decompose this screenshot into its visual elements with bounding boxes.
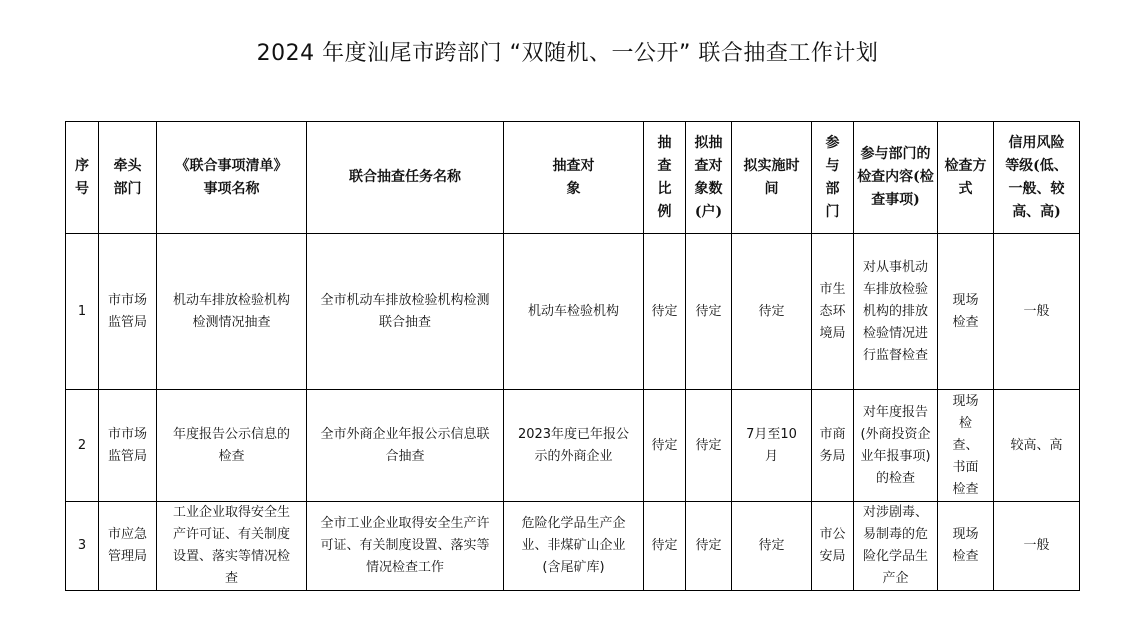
cell-lead-dept: 市应急管理局	[99, 502, 157, 591]
cell-lead-dept: 市市场监管局	[99, 234, 157, 390]
cell-count: 待定	[686, 502, 732, 591]
cell-item-name: 年度报告公示信息的检查	[157, 390, 307, 502]
header-time: 拟实施时间	[732, 122, 812, 234]
document-title: 2024 年度汕尾市跨部门 “双随机、一公开” 联合抽查工作计划	[256, 41, 879, 66]
cell-method: 现场检查	[938, 234, 994, 390]
cell-risk: 一般	[994, 502, 1080, 591]
header-partner: 参与部门	[812, 122, 854, 234]
cell-partner: 市生态环境局	[812, 234, 854, 390]
cell-method: 现场检查、书面检查	[938, 390, 994, 502]
joint-inspection-plan-table	[65, 121, 1080, 591]
cell-ratio: 待定	[644, 234, 686, 390]
cell-target: 危险化学品生产企业、非煤矿山企业(含尾矿库)	[504, 502, 644, 591]
header-method: 检查方式	[938, 122, 994, 234]
cell-task-name: 全市工业企业取得安全生产许可证、有关制度设置、落实等情况检查工作	[307, 502, 504, 591]
cell-partner: 市公安局	[812, 502, 854, 591]
cell-count: 待定	[686, 390, 732, 502]
table-row	[66, 234, 1080, 390]
cell-method: 现场检查	[938, 502, 994, 591]
cell-lead-dept: 市市场监管局	[99, 390, 157, 502]
cell-content: 对从事机动车排放检验机构的排放检验情况进行监督检查	[854, 234, 938, 390]
cell-partner: 市商务局	[812, 390, 854, 502]
cell-risk: 一般	[994, 234, 1080, 390]
header-ratio: 抽查比例	[644, 122, 686, 234]
cell-task-name: 全市机动车排放检验机构检测联合抽查	[307, 234, 504, 390]
cell-item-name: 机动车排放检验机构检测情况抽查	[157, 234, 307, 390]
cell-seq: 3	[66, 502, 99, 591]
cell-content: 对年度报告(外商投资企业年报事项)的检查	[854, 390, 938, 502]
cell-target: 2023年度已年报公示的外商企业	[504, 390, 644, 502]
cell-seq: 1	[66, 234, 99, 390]
header-seq: 序号	[66, 122, 99, 234]
table-header-row	[66, 122, 1080, 234]
cell-time: 待定	[732, 502, 812, 591]
cell-time: 7月至10月	[732, 390, 812, 502]
cell-item-name: 工业企业取得安全生产许可证、有关制度设置、落实等情况检查	[157, 502, 307, 591]
cell-content: 对涉剧毒、易制毒的危险化学品生产企	[854, 502, 938, 591]
cell-target: 机动车检验机构	[504, 234, 644, 390]
header-target: 抽查对象	[504, 122, 644, 234]
header-risk: 信用风险等级(低、一般、较高、高)	[994, 122, 1080, 234]
header-task-name: 联合抽查任务名称	[307, 122, 504, 234]
table-row	[66, 502, 1080, 591]
cell-task-name: 全市外商企业年报公示信息联合抽查	[307, 390, 504, 502]
cell-seq: 2	[66, 390, 99, 502]
cell-time: 待定	[732, 234, 812, 390]
table-row	[66, 390, 1080, 502]
cell-count: 待定	[686, 234, 732, 390]
header-count: 拟抽查对象数(户)	[686, 122, 732, 234]
header-lead-dept: 牵头部门	[99, 122, 157, 234]
header-item-name: 《联合事项清单》事项名称	[157, 122, 307, 234]
cell-ratio: 待定	[644, 502, 686, 591]
header-content: 参与部门的检查内容(检查事项)	[854, 122, 938, 234]
cell-risk: 较高、高	[994, 390, 1080, 502]
cell-ratio: 待定	[644, 390, 686, 502]
